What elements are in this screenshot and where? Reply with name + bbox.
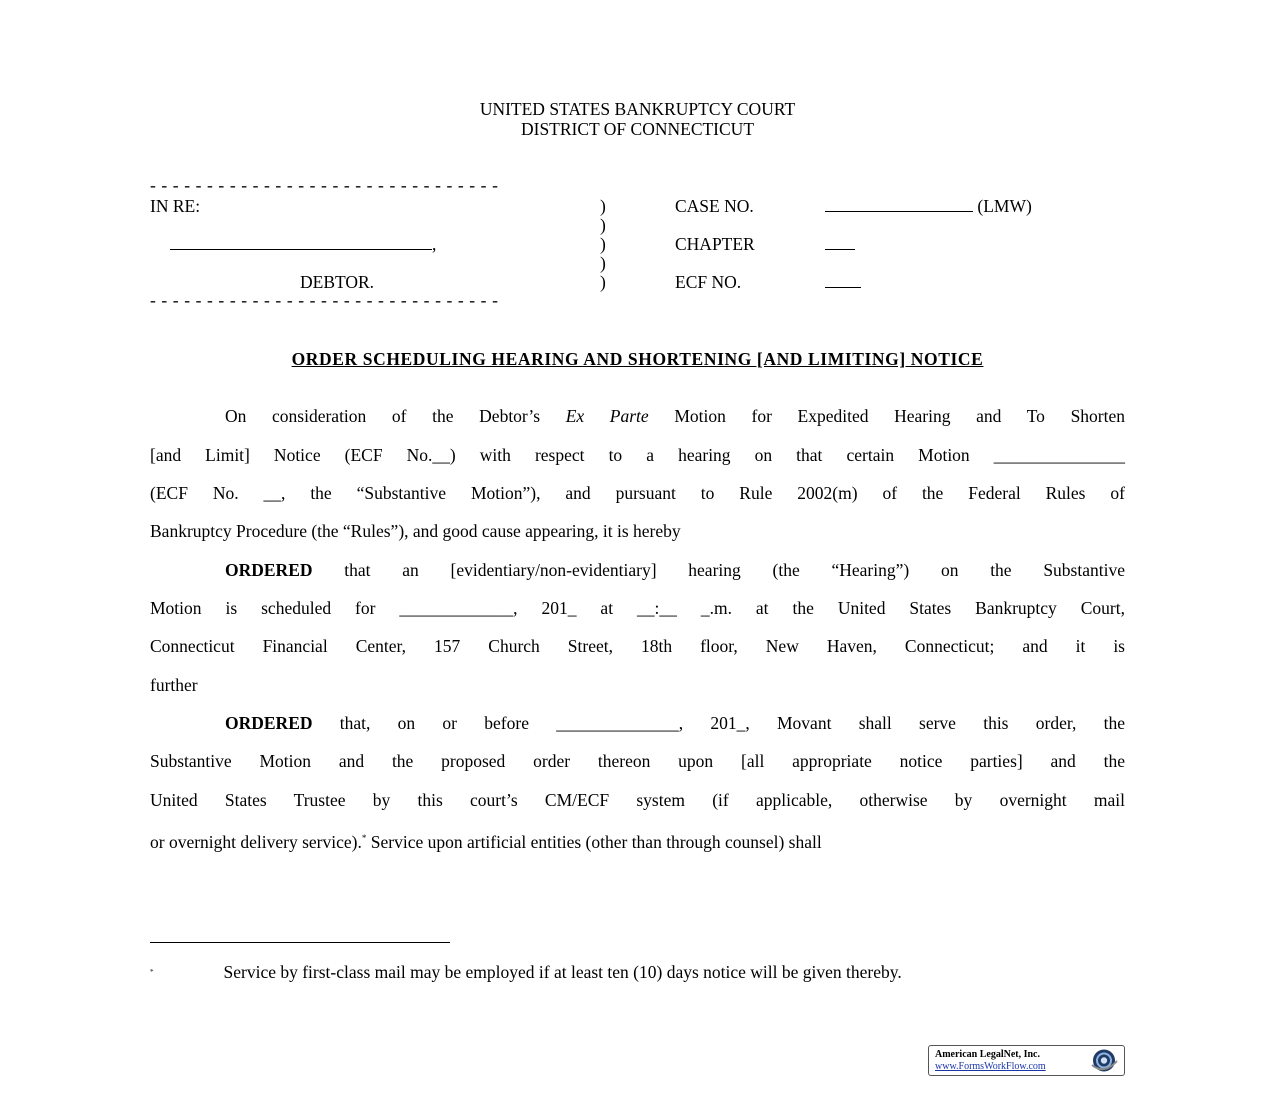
paragraph-line: (ECF No. __, the “Substantive Motion”), and pursuant to Rule 2002(m) of the Federal Rules of: [150, 483, 1125, 503]
paragraph-line: Connecticut Financial Center, 157 Church Street, 18th floor, New Haven, Connecticut; and it is: [150, 636, 1125, 656]
caption-paren: ): [600, 215, 606, 235]
globe-swirl-icon: [1087, 1047, 1121, 1074]
paragraph-line: United States Trustee by this court’s CM/ECF system (if applicable, otherwise by overnight mail: [150, 790, 1125, 810]
paragraph-line: or overnight delivery service).* Service upon artificial entities (other than through counsel) shall: [150, 831, 822, 852]
logo-company-name: American LegalNet, Inc.: [935, 1049, 1040, 1060]
in-re-label: IN RE:: [150, 196, 201, 216]
footnote-mark: *: [150, 968, 154, 976]
ecf-no-label: ECF NO.: [675, 272, 742, 292]
chapter-label: CHAPTER: [675, 234, 755, 254]
chapter-field: [825, 234, 855, 254]
footnote-rule: [150, 942, 450, 943]
footnote-reference: *: [361, 833, 367, 843]
case-no-field: (LMW): [825, 196, 1032, 216]
caption-paren: ): [600, 234, 606, 254]
footnote: [150, 962, 1125, 982]
paragraph-line: ORDERED that, on or before ______________, 201_, Movant shall serve this order, the: [225, 713, 1125, 733]
paragraph-line: further: [150, 675, 198, 695]
footnote-text: Service by first-class mail may be employed if at least ten (10) days notice will be given thereby.: [223, 962, 902, 982]
caption-bottom-dashes: - - - - - - - - - - - - - - - - - - - - - - - - - - - - - - -: [150, 290, 499, 310]
debtor-name-blank: ,: [170, 234, 436, 254]
court-name: UNITED STATES BANKRUPTCY COURT: [479, 99, 796, 119]
caption-paren: ): [600, 253, 606, 273]
order-title: ORDER SCHEDULING HEARING AND SHORTENING [AND LIMITING] NOTICE: [291, 349, 984, 369]
paragraph-line: [and Limit] Notice (ECF No.__) with respect to a hearing on that certain Motion _______________: [150, 445, 1125, 465]
district-name: DISTRICT OF CONNECTICUT: [520, 119, 755, 139]
caption-top-dashes: - - - - - - - - - - - - - - - - - - - - - - - - - - - - - - -: [150, 175, 499, 195]
logo-url-link[interactable]: www.FormsWorkFlow.com: [935, 1061, 1046, 1072]
case-no-label: CASE NO.: [675, 196, 754, 216]
paragraph-line: ORDERED that an [evidentiary/non-evidentiary] hearing (the “Hearing”) on the Substantive: [225, 560, 1125, 580]
caption-paren: ): [600, 272, 606, 292]
american-legalnet-logo: [928, 1045, 1125, 1076]
paragraph-line: Motion is scheduled for _____________, 201_ at __:__ _.m. at the United States Bankruptcy Court,: [150, 598, 1125, 618]
paragraph-line: On consideration of the Debtor’s Ex Parte Motion for Expedited Hearing and To Shorten: [225, 406, 1126, 426]
paragraph-line: Bankruptcy Procedure (the “Rules”), and good cause appearing, it is hereby: [150, 521, 681, 541]
ecf-no-field: [825, 272, 861, 292]
paragraph-line: Substantive Motion and the proposed order thereon upon [all appropriate notice parties] and the: [150, 751, 1125, 771]
debtor-label: DEBTOR.: [300, 272, 375, 292]
caption-paren: ): [600, 196, 606, 216]
